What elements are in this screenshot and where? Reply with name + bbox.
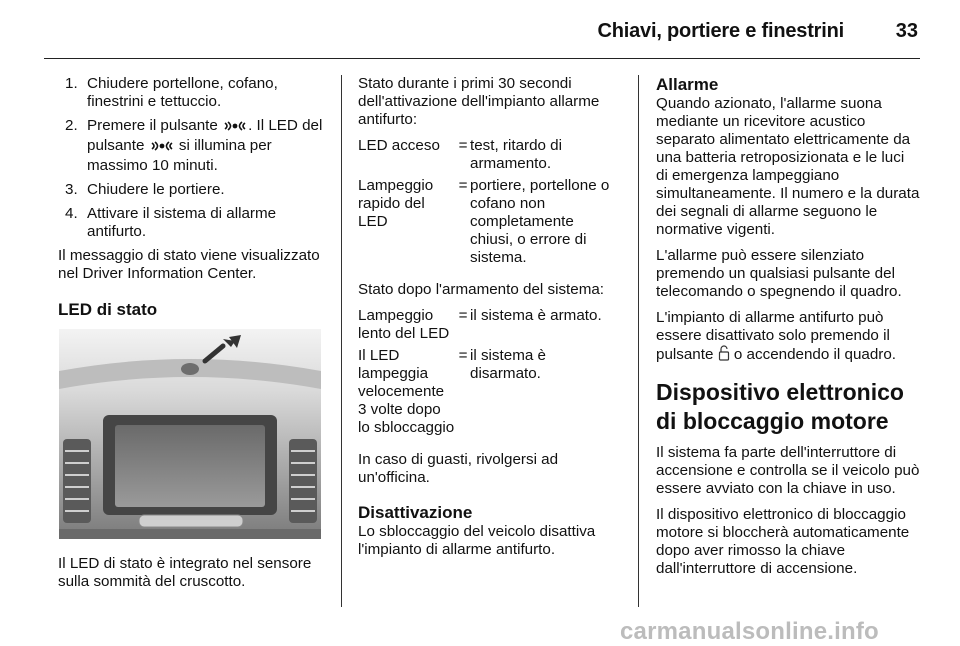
- table-term: LED acceso: [358, 137, 440, 154]
- table-equals: =: [458, 137, 468, 154]
- dashboard-led-photo: [59, 329, 321, 539]
- column-right: [656, 75, 920, 586]
- unlock-icon: [718, 345, 730, 366]
- watermark-text: carmanualsonline.info: [620, 618, 879, 645]
- immobilizer-text: Il sistema fa parte dell'interruttore di accensione e controlla se il veicolo può essere avviato con la chiave in uso.: [656, 444, 920, 497]
- list-item: [61, 117, 323, 175]
- alarm-heading: Allarme: [656, 75, 719, 94]
- table-term: Lampeggio lento del LED: [358, 307, 450, 342]
- table-equals: =: [458, 347, 468, 364]
- column-middle: [358, 75, 620, 567]
- step-text: Attivare il sistema di allarme antifurto.: [87, 205, 277, 240]
- alarm-text: Quando azionato, l'allarme suona mediante un ricevitore acustico separato alimentato elettricamente da una batteria retroposizionata e le luci di emergenza lampeggiano simultaneamente. Il numero e la durata dei segnali di allarme seguono le normative vigenti.: [656, 95, 920, 238]
- immobilizer-heading: Dispositivo elettronico di bloccaggio motore: [656, 379, 904, 434]
- step-text: Chiudere portellone, cofano, finestrini e tettuccio.: [87, 75, 278, 110]
- status-message-text: Il messaggio di stato viene visualizzato nel Driver Information Center.: [58, 247, 320, 282]
- column-left: [58, 75, 323, 599]
- text-span: o accendendo il quadro.: [733, 346, 897, 363]
- table-equals: =: [458, 177, 468, 194]
- list-item: [61, 205, 323, 241]
- list-item: [61, 75, 323, 111]
- immobilizer-lock-text: Il dispositivo elettronico di bloccaggio motore si bloccherà automaticamente dopo aver rimosso la chiave dall'interruttore di accensione.: [656, 506, 910, 577]
- text-span: L'impianto di allarme antifurto può essere disattivato solo premendo il pulsante: [656, 309, 890, 363]
- status-table-arming: [358, 137, 620, 271]
- alarm-button-icon: [149, 139, 175, 157]
- table-term: Lampeggio rapido del LED: [358, 177, 434, 230]
- page-title: Chiavi, portiere e finestrini: [597, 20, 844, 42]
- column-divider: [638, 75, 639, 607]
- steps-list: [61, 75, 323, 241]
- table-definition: portiere, portellone o cofano non completamente chiusi, o errore di sistema.: [470, 177, 610, 266]
- page-number: 33: [895, 20, 918, 42]
- column-divider: [341, 75, 342, 607]
- table-definition: il sistema è armato.: [470, 307, 602, 324]
- step-text: Chiudere le portiere.: [87, 181, 225, 198]
- table-definition: il sistema è disarmato.: [470, 347, 546, 382]
- list-item: [61, 181, 323, 199]
- step-text: . Il LED del pulsante: [87, 117, 323, 154]
- step-number: 4.: [65, 205, 78, 222]
- table-definition: test, ritardo di armamento.: [470, 137, 563, 172]
- status-intro: Stato dopo l'armamento del sistema:: [358, 281, 605, 298]
- step-text: Premere il pulsante: [87, 117, 218, 134]
- step-text: si illumina per massimo 10 minuti.: [87, 137, 272, 174]
- alarm-silence-text: L'allarme può essere silenziato premendo un qualsiasi pulsante del telecomando o spegnendo il quadro.: [656, 247, 902, 300]
- alarm-button-icon: [222, 119, 248, 137]
- deactivation-heading: Disattivazione: [358, 503, 473, 522]
- table-row: [358, 137, 620, 177]
- alarm-deactivate-text: [656, 309, 920, 366]
- page-header: [44, 18, 920, 59]
- led-heading: LED di stato: [58, 300, 158, 319]
- table-row: [358, 177, 620, 271]
- fault-text: In caso di guasti, rivolgersi ad un'officina.: [358, 451, 559, 486]
- table-row: [358, 347, 620, 441]
- table-row: [358, 307, 620, 347]
- step-number: 2.: [65, 117, 78, 134]
- table-equals: =: [458, 307, 468, 324]
- status-table-armed: [358, 307, 620, 441]
- led-caption: Il LED di stato è integrato nel sensore sulla sommità del cruscotto.: [58, 555, 312, 590]
- status-intro: Stato durante i primi 30 secondi dell'attivazione dell'impianto allarme antifurto:: [358, 75, 600, 128]
- table-term: Il LED lampeggia velocemente 3 volte dopo lo sbloccaggio: [358, 347, 455, 436]
- step-number: 1.: [65, 75, 78, 92]
- deactivation-text: Lo sbloccaggio del veicolo disattiva l'impianto di allarme antifurto.: [358, 523, 596, 558]
- step-number: 3.: [65, 181, 78, 198]
